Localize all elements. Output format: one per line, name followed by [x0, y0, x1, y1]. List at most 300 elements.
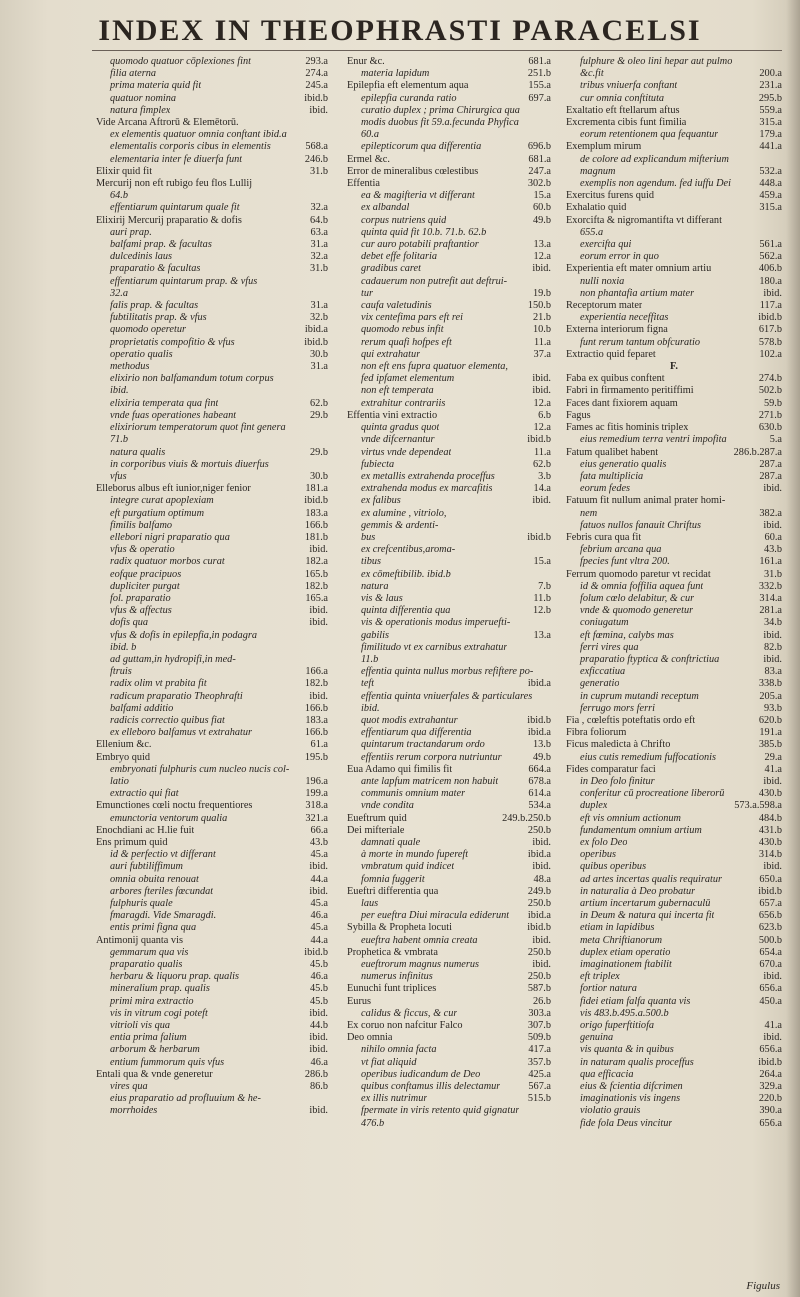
index-entry: [347, 776, 551, 788]
entry-term: Effentia: [347, 178, 380, 190]
entry-page-ref: ibid.: [309, 1032, 328, 1044]
index-entry: [566, 288, 782, 300]
entry-term: quinta differentia qua: [361, 605, 451, 617]
entry-term: quatuor nomina: [110, 92, 177, 104]
entry-term: ibid.: [361, 702, 380, 714]
index-entry: [96, 1069, 328, 1081]
entry-term: Excrementa cibis funt fimilia: [566, 117, 687, 129]
index-entry: [96, 190, 328, 202]
index-entry: [347, 105, 551, 117]
index-entry: [566, 80, 782, 92]
entry-term: id & perfectio vt differant: [110, 849, 216, 861]
entry-page-ref: ibid.a: [304, 324, 328, 336]
entry-term: 64.b: [110, 190, 129, 202]
entry-term: quibus operibus: [580, 861, 647, 873]
entry-page-ref: ibid.: [763, 629, 782, 641]
index-entry: [347, 752, 551, 764]
entry-page-ref: 29.b: [309, 446, 328, 458]
entry-page-ref: ibid.: [309, 1007, 328, 1019]
entry-term: eofque pracipuos: [110, 568, 182, 580]
index-entry: [566, 764, 782, 776]
entry-page-ref: ibid.: [763, 287, 782, 299]
entry-page-ref: 430.b: [758, 837, 782, 848]
index-entry: [96, 1057, 328, 1069]
entry-page-ref: 45.b: [309, 995, 328, 1007]
entry-page-ref: ibid.b: [304, 946, 328, 958]
index-entry: [566, 788, 782, 800]
index-entry: [566, 251, 782, 263]
entry-page-ref: 66.a: [310, 824, 328, 836]
entry-term: Ermel &c.: [347, 153, 390, 165]
index-entry: [347, 166, 551, 178]
entry-term: gemmis & ardenti-: [361, 519, 439, 531]
entry-page-ref: 181.b: [304, 531, 328, 543]
index-entry: [566, 337, 782, 349]
entry-term: arbores fteriles fœcundat: [110, 885, 214, 897]
entry-term: extrahitur contrariis: [361, 397, 446, 409]
entry-page-ref: ibid.a: [527, 849, 551, 861]
entry-term: vires qua: [110, 1081, 148, 1093]
entry-term: dulcedinis laus: [110, 251, 173, 263]
entry-term: primi mira extractio: [110, 995, 194, 1007]
entry-page-ref: 3.b: [538, 470, 551, 482]
entry-term: radix olim vt prabita fit: [110, 678, 207, 690]
index-entry: [96, 874, 328, 886]
entry-term: omnia obuita renouat: [110, 873, 199, 885]
index-entry: [347, 349, 551, 361]
index-entry: [96, 202, 328, 214]
entry-term: imaginationis vis ingens: [580, 1093, 681, 1105]
index-entry: [566, 776, 782, 788]
entry-page-ref: 245.a: [305, 80, 328, 92]
entry-term: virtus vnde dependeat: [361, 446, 452, 458]
entry-term: vnde & quomodo generetur: [580, 605, 694, 617]
entry-page-ref: ibid.b: [758, 1056, 782, 1068]
index-entry: [566, 483, 782, 495]
entry-page-ref: ibid.a: [527, 910, 551, 922]
index-entry: [96, 532, 328, 544]
entry-page-ref: 417.a: [528, 1044, 551, 1056]
index-column-2: [347, 56, 551, 1130]
entry-page-ref: 166.a: [305, 666, 328, 678]
entry-page-ref: 617.b: [758, 324, 782, 336]
entry-page-ref: ibid.: [309, 605, 328, 617]
index-entry: [566, 190, 782, 202]
entry-term: vnde difcernantur: [361, 434, 435, 446]
entry-page-ref: 45.b: [309, 959, 328, 971]
entry-term: radicis correctio quibus fiat: [110, 714, 225, 726]
entry-page-ref: 44.b: [309, 1020, 328, 1032]
entry-term: Fatuum fit nullum animal prater homi-: [566, 495, 726, 507]
entry-term: vis quanta & in quibus: [580, 1044, 674, 1056]
index-entry: [347, 361, 551, 373]
entry-term: auri fubtiliffimum: [110, 861, 183, 873]
entry-page-ref: 166.b: [304, 519, 328, 531]
entry-term: exemplis non agendum. fed iuffu Dei: [580, 178, 731, 190]
index-entry: [566, 996, 782, 1008]
index-entry: [96, 556, 328, 568]
index-entry: [347, 886, 551, 898]
index-entry: [96, 739, 328, 751]
entry-term: coniugatum: [580, 617, 629, 629]
entry-page-ref: 45.a: [310, 898, 328, 910]
entry-page-ref: 231.a: [759, 80, 782, 92]
entry-term: Febris cura qua fit: [566, 531, 642, 543]
entry-page-ref: 182.b: [304, 580, 328, 592]
entry-term: falis prap. & facultas: [110, 300, 199, 312]
entry-term: modis duobus fit 59.a.fecunda Phyfica: [361, 117, 519, 129]
entry-term: ferri vires qua: [580, 641, 639, 653]
index-entry: [566, 202, 782, 214]
entry-term: Ferrum quomodo paretur vt recidat: [566, 568, 711, 580]
index-entry: [96, 666, 328, 678]
entry-term: herbaru & liquoru prap. qualis: [110, 971, 240, 983]
entry-term: Exemplum mirum: [566, 141, 642, 153]
entry-page-ref: 7.b: [538, 580, 551, 592]
index-entry: [347, 922, 551, 934]
index-entry: [96, 691, 328, 703]
entry-page-ref: 656.a: [759, 1117, 782, 1129]
entry-term: damnati quale: [361, 837, 421, 848]
index-entry: [96, 544, 328, 556]
entry-page-ref: 82.b: [763, 641, 782, 653]
entry-term: proprietatis compofitio & vfus: [110, 336, 235, 348]
index-entry: [566, 520, 782, 532]
index-entry: [566, 569, 782, 581]
entry-page-ref: 31.b: [309, 263, 328, 275]
entry-page-ref: 670.a: [759, 959, 782, 971]
entry-term: Enur &c.: [347, 56, 385, 67]
entry-page-ref: 179.a: [759, 129, 782, 141]
entry-term: rerum quafi hofpes eft: [361, 336, 452, 348]
entry-term: Exhalatio quid: [566, 202, 627, 214]
entry-term: vis in vitrum cogi poteft: [110, 1007, 208, 1019]
entry-term: prima materia quid fit: [110, 80, 202, 92]
entry-page-ref: 31.a: [310, 300, 328, 312]
entry-page-ref: 83.a: [764, 666, 782, 678]
index-entry: [566, 886, 782, 898]
entry-page-ref: 49.b: [532, 751, 551, 763]
index-entry: [96, 300, 328, 312]
entry-page-ref: 26.b: [532, 995, 551, 1007]
index-entry: [96, 288, 328, 300]
index-entry: [566, 800, 782, 812]
index-entry: [566, 141, 782, 153]
index-entry: [347, 788, 551, 800]
entry-page-ref: ibid.: [532, 385, 551, 397]
index-entry: [96, 166, 328, 178]
index-entry: [347, 898, 551, 910]
entry-page-ref: 332.b: [758, 580, 782, 592]
entry-page-ref: 5.a: [769, 434, 782, 446]
entry-page-ref: 31.b: [309, 165, 328, 177]
entry-page-ref: 13.b: [532, 739, 551, 751]
entry-page-ref: 59.b: [763, 397, 782, 409]
index-entry: [96, 1008, 328, 1020]
entry-term: balfami additio: [110, 702, 174, 714]
entry-page-ref: ibid.: [763, 1032, 782, 1044]
entry-term: fubiecta: [361, 458, 395, 470]
entry-term: vfus & operatio: [110, 544, 175, 556]
index-entry: [566, 971, 782, 983]
entry-page-ref: 32.a: [310, 251, 328, 263]
entry-term: corpus nutriens quid: [361, 214, 447, 226]
entry-term: artium incertarum gubernaculū: [580, 898, 711, 910]
entry-term: funt rerum tantum obfcuratio: [580, 336, 701, 348]
index-entry: [96, 654, 328, 666]
index-entry: [566, 874, 782, 886]
index-entry: [96, 1105, 328, 1117]
entry-page-ref: ibid.: [532, 959, 551, 971]
entry-term: Eurus: [347, 995, 372, 1007]
entry-page-ref: 406.b: [758, 263, 782, 275]
entry-term: eft fœmina, calybs mas: [580, 629, 674, 641]
entry-term: meta Chriftianorum: [580, 934, 663, 946]
entry-page-ref: 441.a: [759, 141, 782, 153]
entry-term: vis 483.b.495.a.500.b: [580, 1007, 669, 1019]
index-entry: [566, 410, 782, 422]
entry-page-ref: 425.a: [528, 1068, 551, 1080]
index-entry: [347, 874, 551, 886]
index-entry: [96, 727, 328, 739]
index-entry: [96, 154, 328, 166]
entry-page-ref: 31.a: [310, 239, 328, 251]
entry-page-ref: 29.b: [309, 409, 328, 421]
index-entry: [566, 178, 782, 190]
index-entry: [566, 849, 782, 861]
index-entry: [566, 678, 782, 690]
entry-term: fulphure & oleo lini hepar aut pulmo: [580, 56, 733, 67]
entry-term: in naturalia à Deo probatur: [580, 885, 696, 897]
entry-page-ref: 430.b: [758, 788, 782, 800]
entry-term: radicum praparatio Theophrafti: [110, 690, 243, 702]
entry-term: Fatum qualibet habent: [566, 446, 659, 458]
index-entry: [347, 764, 551, 776]
index-entry: [566, 300, 782, 312]
entry-page-ref: 196.a: [305, 775, 328, 787]
entry-page-ref: 250.b: [527, 971, 551, 983]
index-entry: [347, 1008, 551, 1020]
index-entry: [566, 324, 782, 336]
entry-term: vmbratum quid indicet: [361, 861, 455, 873]
entry-page-ref: 183.a: [305, 714, 328, 726]
entry-term: quinta gradus quot: [361, 422, 440, 434]
entry-page-ref: 43.b: [763, 544, 782, 556]
entry-page-ref: 338.b: [758, 678, 782, 690]
entry-term: in Deo folo finitur: [580, 775, 655, 787]
index-entry: [96, 495, 328, 507]
entry-page-ref: ibid.b: [527, 531, 551, 543]
entry-term: &c.fit: [580, 68, 604, 80]
entry-term: tibus: [361, 556, 382, 568]
entry-page-ref: 249.b: [527, 885, 551, 897]
entry-term: Ex coruo non nafcitur Falco: [347, 1020, 463, 1032]
index-entry: [566, 947, 782, 959]
entry-term: duplex etiam operatio: [580, 946, 671, 958]
entry-page-ref: ibid.: [309, 544, 328, 556]
entry-term: Epilepfia eft elementum aqua: [347, 80, 469, 92]
entry-page-ref: 64.b: [309, 214, 328, 226]
index-entry: [347, 1081, 551, 1093]
entry-term: febrium arcana qua: [580, 544, 662, 556]
index-entry: [96, 959, 328, 971]
index-entry: [566, 398, 782, 410]
index-entry: [347, 630, 551, 642]
index-entry: [347, 983, 551, 995]
index-entry: [347, 385, 551, 397]
index-entry: [566, 593, 782, 605]
entry-page-ref: 182.a: [305, 556, 328, 568]
entry-term: 71.b: [110, 434, 129, 446]
entry-page-ref: 117.a: [759, 300, 782, 312]
entry-term: quot modis extrahantur: [361, 714, 458, 726]
entry-term: in cuprum mutandi receptum: [580, 690, 699, 702]
entry-page-ref: 287.a: [759, 470, 782, 482]
index-entry: [96, 886, 328, 898]
index-entry: [96, 825, 328, 837]
entry-term: ex albandal: [361, 202, 410, 214]
index-entry: [96, 471, 328, 483]
entry-page-ref: 246.b: [304, 153, 328, 165]
entry-page-ref: ibid.: [309, 861, 328, 873]
entry-term: entis primi figna qua: [110, 922, 197, 934]
entry-page-ref: ibid.: [763, 653, 782, 665]
entry-term: violatio grauis: [580, 1105, 641, 1117]
entry-term: vfus: [110, 470, 127, 482]
index-entry: [96, 800, 328, 812]
entry-term: teft: [361, 678, 375, 690]
entry-page-ref: 60.b: [532, 202, 551, 214]
entry-term: in corporibus viuis & mortuis diuerfus: [110, 458, 269, 470]
entry-term: nem: [580, 507, 598, 519]
index-entry: [347, 398, 551, 410]
index-entry: [566, 910, 782, 922]
entry-page-ref: 509.b: [527, 1032, 551, 1044]
index-entry: [347, 154, 551, 166]
entry-term: ex elementis quatuor omnia conftant ibid.a: [110, 129, 287, 141]
entry-page-ref: 293.a: [305, 56, 328, 67]
index-entry: [96, 861, 328, 873]
entry-term: exercifta qui: [580, 239, 632, 251]
index-entry: [566, 813, 782, 825]
entry-term: Exercitus furens quid: [566, 190, 655, 202]
entry-page-ref: 150.b: [527, 300, 551, 312]
entry-page-ref: ibid.: [309, 885, 328, 897]
entry-page-ref: 10.b: [532, 324, 551, 336]
index-entry: [347, 959, 551, 971]
entry-term: nulli noxia: [580, 275, 625, 287]
index-entry: [96, 56, 328, 68]
entry-page-ref: 13.a: [533, 239, 551, 251]
entry-page-ref: 250.b: [527, 898, 551, 910]
entry-term: Eunuchi funt triplices: [347, 983, 437, 995]
entry-page-ref: 180.a: [759, 275, 782, 287]
index-entry: [566, 1081, 782, 1093]
index-entry: [96, 117, 328, 129]
index-entry: [347, 459, 551, 471]
entry-term: Sybilla & Propheta locuti: [347, 922, 452, 934]
entry-page-ref: 578.b: [758, 336, 782, 348]
entry-page-ref: 41.a: [764, 1020, 782, 1032]
entry-page-ref: ibid.: [763, 861, 782, 873]
entry-page-ref: ibid.: [763, 971, 782, 983]
index-entry: [96, 324, 328, 336]
index-entry: [96, 593, 328, 605]
entry-page-ref: 31.b: [763, 568, 782, 580]
entry-term: Fabri in firmamento peritiffimi: [566, 385, 694, 397]
entry-term: calidus & ficcus, & cur: [361, 1007, 458, 1019]
entry-term: eius cutis remedium fuffocationis: [580, 751, 717, 763]
entry-term: Fagus: [566, 409, 591, 421]
index-entry: [96, 68, 328, 80]
entry-page-ref: 200.a: [759, 68, 782, 80]
entry-term: ferrugo mors ferri: [580, 702, 655, 714]
entry-page-ref: 45.b: [309, 983, 328, 995]
entry-term: folum cœlo delabitur, & cur: [580, 592, 695, 604]
index-entry: [347, 520, 551, 532]
entry-page-ref: 390.a: [759, 1105, 782, 1117]
entry-term: operibus iudicandum de Deo: [361, 1068, 481, 1080]
entry-term: fortior natura: [580, 983, 637, 995]
entry-page-ref: ibid.b: [527, 434, 551, 446]
index-entry: [566, 630, 782, 642]
entry-term: auri prap.: [110, 226, 152, 238]
index-entry: [566, 752, 782, 764]
entry-term: Ellenium &c.: [96, 739, 152, 751]
entry-term: quomodo quatuor cōplexiones fint: [110, 56, 251, 67]
entry-term: dupliciter purgat: [110, 580, 180, 592]
index-entry: [566, 239, 782, 251]
entry-page-ref: 302.b: [527, 178, 551, 190]
entry-term: eius generatio qualis: [580, 458, 667, 470]
entry-term: fpecies funt vltra 200.: [580, 556, 670, 568]
entry-term: Elixir quid fit: [96, 165, 153, 177]
entry-page-ref: 41.a: [764, 763, 782, 775]
index-entry: [566, 215, 782, 227]
entry-page-ref: ibid.b: [527, 922, 551, 934]
index-entry: [566, 349, 782, 361]
entry-term: effentiarum qua differentia: [361, 727, 472, 739]
index-entry: [347, 910, 551, 922]
index-entry: [347, 288, 551, 300]
entry-page-ref: 44.a: [310, 934, 328, 946]
entry-term: epilepticorum qua differentia: [361, 141, 482, 153]
index-entry: [347, 666, 551, 678]
index-entry: [96, 703, 328, 715]
entry-term: conferitur cū procreatione liberorū: [580, 788, 725, 800]
entry-page-ref: 181.a: [305, 483, 328, 495]
entry-term: eorum fedes: [580, 483, 631, 495]
index-entry: [96, 935, 328, 947]
entry-term: vix centefima pars eft rei: [361, 312, 463, 324]
index-entry: [347, 1057, 551, 1069]
index-entry: [566, 129, 782, 141]
entry-term: 476.b: [361, 1117, 385, 1129]
entry-page-ref: 303.a: [528, 1007, 551, 1019]
entry-page-ref: ibid.b: [758, 312, 782, 324]
entry-term: origo fuperftitiofa: [580, 1020, 655, 1032]
entry-term: numerus infinitus: [361, 971, 433, 983]
index-entry: [566, 983, 782, 995]
index-entry: [566, 1069, 782, 1081]
index-entry: [96, 910, 328, 922]
entry-term: eft triplex: [580, 971, 620, 983]
entry-page-ref: 250.b: [527, 946, 551, 958]
entry-term: fol. praparatio: [110, 592, 171, 604]
entry-term: Receptorum mater: [566, 300, 643, 312]
entry-term: arborum & herbarum: [110, 1044, 200, 1056]
index-column-3: [566, 56, 782, 1130]
